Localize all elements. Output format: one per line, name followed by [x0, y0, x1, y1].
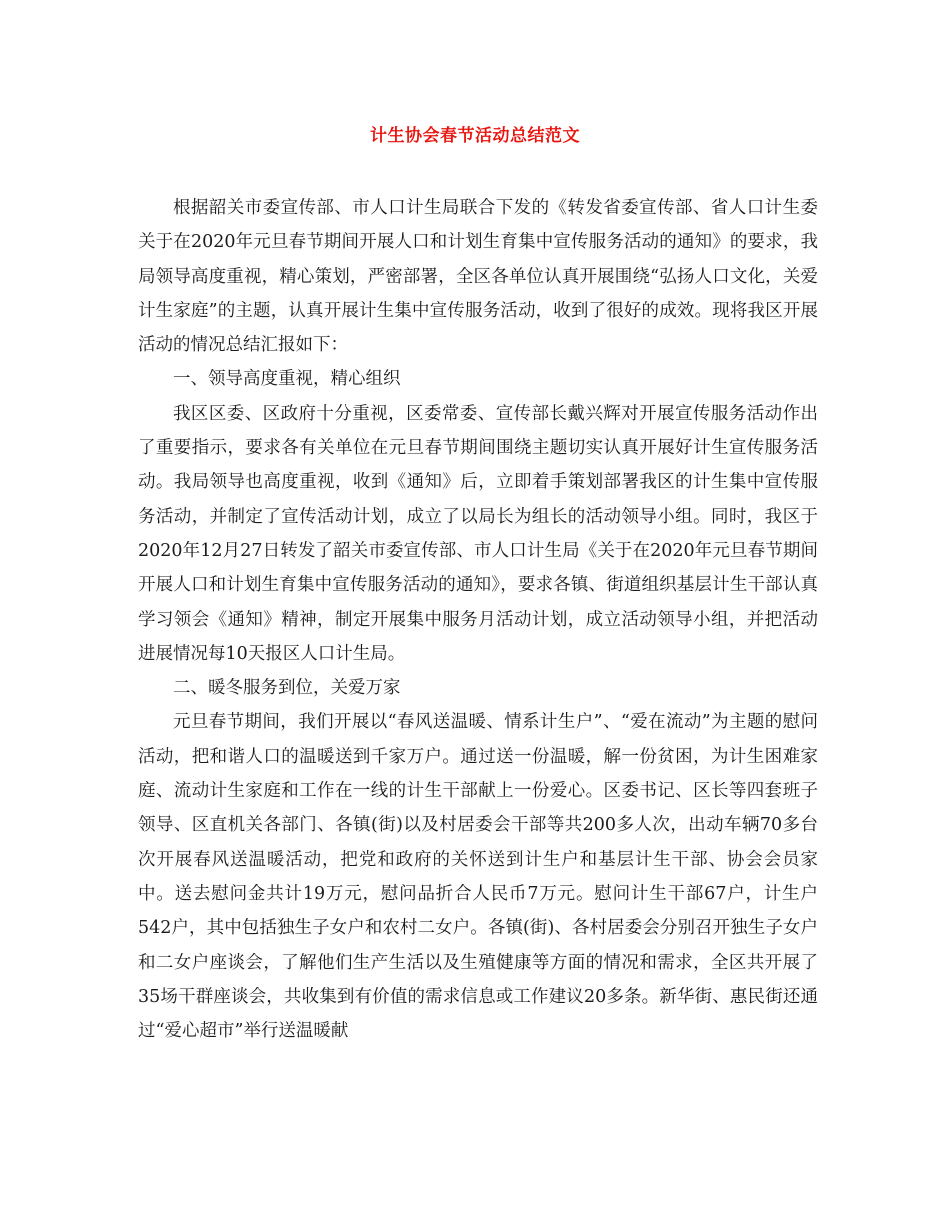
section-heading-2: 二、暖冬服务到位，关爱万家 — [173, 678, 401, 699]
section-2-paragraph: 元旦春节期间，我们开展以“春风送温暖、情系计生户”、“爱在流动”为主题的慰问活动，把和谐人口的温暖送到千家万户。通过送一份温暖，解一份贫困，为计生困难家庭、流动计生家庭和工作在一线的计生干部献上一份爱心。区委书记、区长等四套班子领导、区直机关各部门、各镇(街)以及村居委会干部等共200多人次，出动车辆70多台次开展春风送温暖活动，把党和政府的关怀送到计生户和基层计生干部、协会会员家中。送去慰问金共计19万元，慰问品折合人民币7万元。慰问计生干部67户，计生户542户，其中包括独生子女户和农村二女户。各镇(街)、各村居委会分别召开独生子女户和二女户座谈会，了解他们生产生活以及生殖健康等方面的情况和需求，全区共开展了35场干群座谈会，共收集到有价值的需求信息或工作建议20多条。新华街、惠民街还通过“爱心超市”举行送温暖献 — [138, 712, 818, 1042]
intro-paragraph: 根据韶关市委宣传部、市人口计生局联合下发的《转发省委宣传部、省人口计生委关于在2020年元旦春节期间开展人口和计划生育集中宣传服务活动的通知》的要求，我局领导高度重视，精心策划，严密部署，全区各单位认真开展围绕“弘扬人口文化，关爱计生家庭”的主题，认真开展计生集中宣传服务活动，收到了很好的成效。现将我区开展活动的情况总结汇报如下： — [138, 198, 818, 356]
section-heading-1: 一、领导高度重视，精心组织 — [173, 369, 401, 390]
document-body — [138, 191, 818, 1048]
document-title: 计生协会春节活动总结范文 — [370, 126, 580, 146]
section-1-paragraph: 我区区委、区政府十分重视，区委常委、宣传部长戴兴辉对开展宣传服务活动作出了重要指示，要求各有关单位在元旦春节期间围绕主题切实认真开展好计生宣传服务活动。我局领导也高度重视，收到《通知》后，立即着手策划部署我区的计生集中宣传服务活动，并制定了宣传活动计划，成立了以局长为组长的活动领导小组。同时，我区于2020年12月27日转发了韶关市委宣传部、市人口计生局《关于在2020年元旦春节期间开展人口和计划生育集中宣传服务活动的通知》，要求各镇、街道组织基层计生干部认真学习领会《通知》精神，制定开展集中服务月活动计划，成立活动领导小组，并把活动进展情况每10天报区人口计生局。 — [138, 403, 818, 664]
